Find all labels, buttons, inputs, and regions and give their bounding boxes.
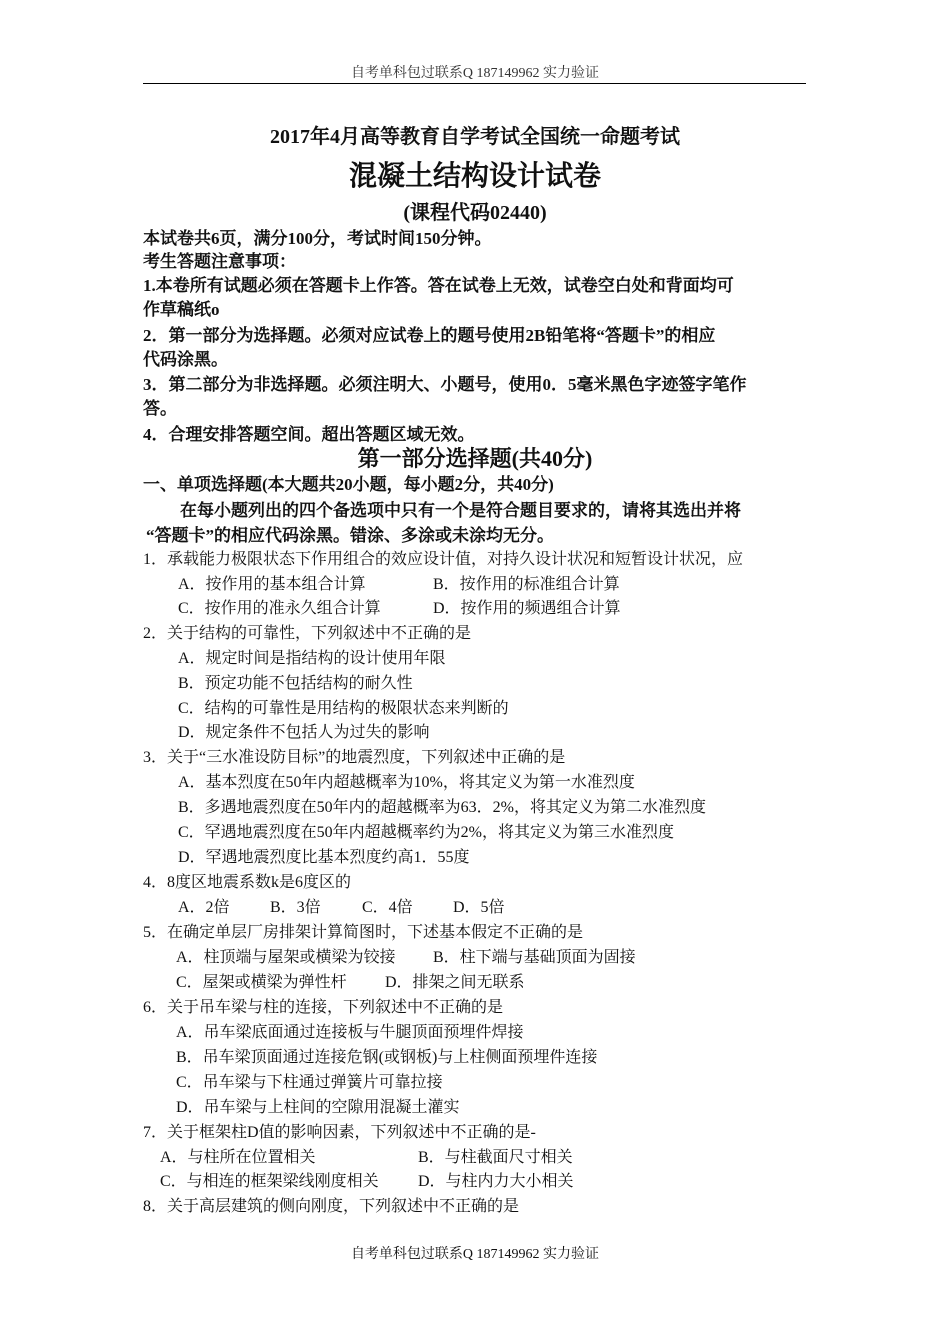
page-footer: 自考单科包过联系Q 187149962 实力验证 [350, 1247, 600, 1262]
option: A．规定时间是指结构的设计使用年限 [178, 650, 446, 667]
question-stem: 1．承载能力极限状态下作用组合的效应设计值，对持久设计状况和短暂设计状况，应 [143, 551, 744, 568]
question-stem: 6．关于吊车梁与柱的连接，下列叙述中不正确的是 [143, 999, 504, 1016]
instruction-line: “答题卡”的相应代码涂黑。错涂、多涂或未涂均无分。 [146, 526, 554, 545]
question-stem: 8．关于高层建筑的侧向刚度，下列叙述中不正确的是 [143, 1198, 520, 1215]
option: D．规定条件不包括人为过失的影响 [178, 724, 430, 741]
question-stem: 4．8度区地震系数k是6度区的 [143, 874, 352, 891]
option: C．吊车梁与下柱通过弹簧片可靠拉接 [176, 1074, 443, 1091]
option: B．柱下端与基础顶面为固接 [433, 949, 636, 966]
option: C．4倍 [362, 899, 413, 916]
header-rule [143, 83, 806, 84]
intro-line: 作草稿纸o [143, 300, 220, 319]
option: D．按作用的频遇组合计算 [433, 600, 621, 617]
option: B．吊车梁顶面通过连接危钢(或钢板)与上柱侧面预埋件连接 [176, 1049, 598, 1066]
intro-line: 考生答题注意事项： [143, 252, 296, 271]
paper-title: 混凝土结构设计试卷 [348, 161, 601, 192]
option: D．5倍 [453, 899, 505, 916]
option: D．罕遇地震烈度比基本烈度约高1．55度 [178, 849, 470, 866]
option: C．结构的可靠性是用结构的极限状态来判断的 [178, 700, 509, 717]
intro-line: 4．合理安排答题空间。超出答题区域无效。 [143, 425, 475, 444]
option: B．多遇地震烈度在50年内的超越概率为63．2%，将其定义为第二水准烈度 [178, 799, 707, 816]
option: C．罕遇地震烈度在50年内超越概率约为2%，将其定义为第三水准烈度 [178, 824, 675, 841]
option: A．吊车梁底面通过连接板与牛腿顶面预埋件焊接 [176, 1024, 524, 1041]
question-stem: 2．关于结构的可靠性，下列叙述中不正确的是 [143, 625, 472, 642]
intro-line: 3．第二部分为非选择题。必须注明大、小题号，使用0．5毫米黑色字迹签字笔作 [143, 375, 747, 394]
question-stem: 3．关于“三水准设防目标”的地震烈度，下列叙述中正确的是 [143, 749, 566, 766]
option: C．与相连的框架梁线刚度相关 [160, 1173, 379, 1190]
option: C．按作用的准永久组合计算 [178, 600, 381, 617]
exam-title: 2017年4月高等教育自学考试全国统一命题考试 [270, 126, 680, 148]
option: D．排架之间无联系 [385, 974, 525, 991]
option: A．柱顶端与屋架或横梁为铰接 [176, 949, 396, 966]
intro-line: 2．第一部分为选择题。必须对应试卷上的题号使用2B铅笔将“答题卡”的相应 [143, 326, 716, 345]
question-stem: 5．在确定单层厂房排架计算简图时，下述基本假定不正确的是 [143, 924, 584, 941]
option: B．按作用的标准组合计算 [433, 576, 620, 593]
intro-line: 代码涂黑。 [143, 350, 228, 369]
intro-line: 1.本卷所有试题必须在答题卡上作答。答在试卷上无效，试卷空白处和背面均可 [143, 276, 734, 295]
question-stem: 7．关于框架柱D值的影响因素，下列叙述中不正确的是- [143, 1124, 536, 1141]
option: D．与柱内力大小相关 [418, 1173, 574, 1190]
option: D．吊车梁与上柱间的空隙用混凝土灌实 [176, 1099, 460, 1116]
option: B．与柱截面尺寸相关 [418, 1149, 573, 1166]
part-heading: 第一部分选择题(共40分) [357, 446, 593, 471]
intro-line: 答。 [143, 399, 177, 418]
option: B．预定功能不包括结构的耐久性 [178, 675, 413, 692]
option: C．屋架或横梁为弹性杆 [176, 974, 347, 991]
option: A．按作用的基本组合计算 [178, 576, 366, 593]
intro-line: 本试卷共6页，满分100分，考试时间150分钟。 [143, 229, 492, 248]
page-header: 自考单科包过联系Q 187149962 实力验证 [350, 66, 600, 81]
option: B．3倍 [270, 899, 321, 916]
instruction-line: 在每小题列出的四个备选项中只有一个是符合题目要求的，请将其选出并将 [180, 501, 741, 520]
option: A．基本烈度在50年内超越概率为10%，将其定义为第一水准烈度 [178, 774, 635, 791]
section-heading: 一、单项选择题(本大题共20小题，每小题2分，共40分) [143, 475, 554, 494]
course-code: (课程代码02440) [403, 202, 547, 224]
option: A．与柱所在位置相关 [160, 1149, 316, 1166]
option: A．2倍 [178, 899, 230, 916]
